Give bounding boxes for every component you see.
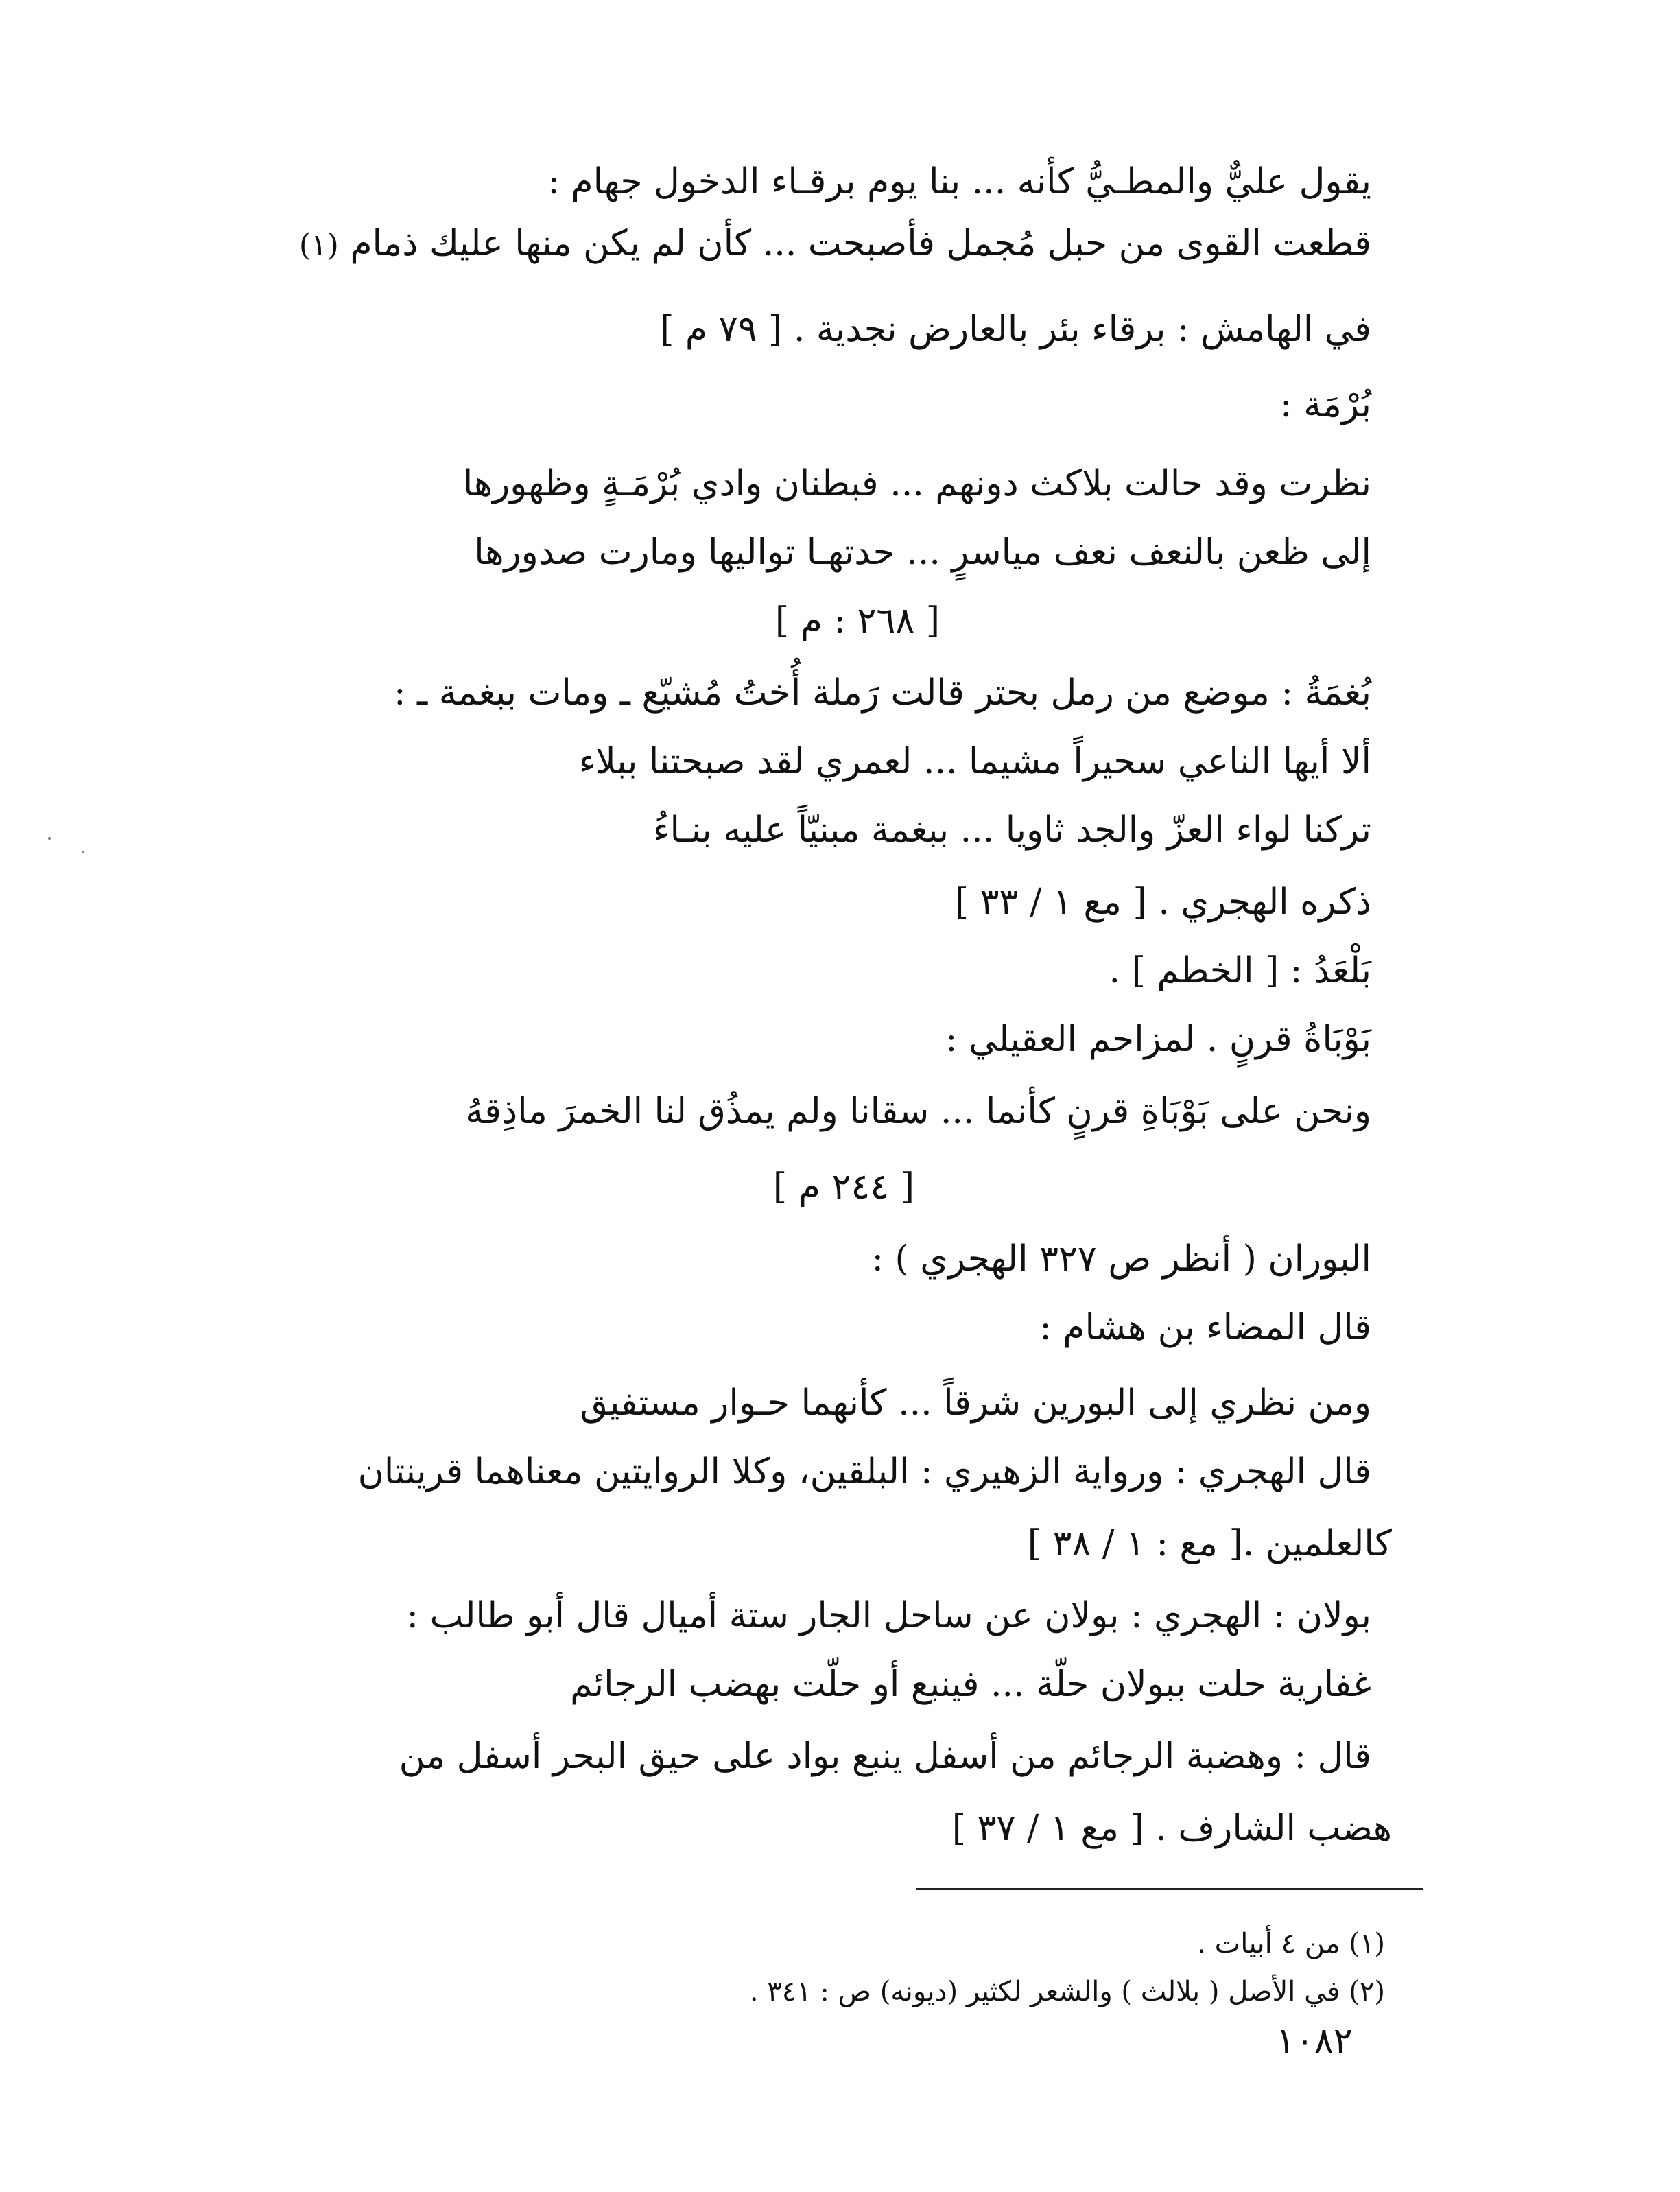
- line-text: بَوْبَاةُ قرنٍ . لمزاحم العقيلي :: [945, 1019, 1371, 1060]
- line-text: قال المضاء بن هشام :: [1039, 1307, 1371, 1348]
- line-text: البوران ( أنظر ص ٣٢٧ الهجري ) :: [871, 1238, 1371, 1280]
- line-text: بَلْعَدُ : [ الخطم ] .: [1109, 950, 1371, 991]
- page-number: ١٠٨٢: [1276, 2020, 1353, 2062]
- line-text: إلى ظعن بالنعف نعف مياسرٍ ... حدتهـا تواليها ومارت صدورها: [474, 532, 1371, 573]
- text-line-11: [955, 878, 1371, 926]
- text-line-5: [463, 460, 1371, 508]
- line-text: ذكره الهجري . [ مع ١ / ٣٣ ]: [954, 882, 1371, 923]
- entry-heading-burma: [1280, 381, 1371, 429]
- line-text: كالعلمين .[ مع : ١ / ٣٨ ]: [1027, 1523, 1392, 1564]
- text-line-20: [1028, 1520, 1392, 1568]
- line-text: غفارية حلت ببولان حلّة ... فينبع أو حلّت بهضب الرجائم: [570, 1664, 1371, 1705]
- text-line-17: [1039, 1304, 1371, 1352]
- line-text: قطعت القوى من حبل مُجمل فأصبحت ... كأن لم يكن منها عليك ذمام: [350, 223, 1371, 264]
- line-text: هضب الشارف . [ مع ١ / ٣٧ ]: [951, 1808, 1392, 1849]
- line-text: تركنا لواء العزّ والجد ثاويا ... ببغمة مبنيّاً عليه بنـاءُ: [653, 810, 1371, 851]
- line-text: ألا أيها الناعي سحيراً مشيما ... لعمري لقد صبحتنا ببلاء: [578, 741, 1371, 782]
- text-line-9: [579, 738, 1371, 786]
- line-text: قال : وهضبة الرجائم من أسفل ينبع بواد على حيق البحر أسفل من: [399, 1736, 1371, 1777]
- scan-speck: [82, 851, 84, 853]
- entry-heading-bawran: [871, 1235, 1371, 1283]
- scan-speck: [48, 837, 51, 840]
- footnote-2: [750, 1972, 1385, 2011]
- line-text: ومن نظري إلى البورين شرقاً ... كأنهما حـوار مستفيق: [580, 1382, 1371, 1424]
- footnote-divider: [916, 1888, 1423, 1890]
- line-text: بولان : الهجري : بولان عن ساحل الجار ستة أميال قال أبو طالب :: [406, 1595, 1371, 1636]
- text-line-18: [580, 1379, 1371, 1427]
- text-line-2: [299, 220, 1371, 270]
- entry-heading-bawlan: [406, 1592, 1371, 1640]
- text-line-14: [465, 1087, 1371, 1135]
- line-text: [ ٢٤٤ م ]: [772, 1166, 915, 1207]
- text-line-6: [474, 528, 1371, 576]
- line-text: [ ٢٦٨ : م ]: [774, 600, 940, 641]
- entry-heading-bughma: [394, 669, 1371, 717]
- line-text: ونحن على بَوْبَاةِ قرنٍ كأنما ... سقانا ولم يمذُق لنا الخمرَ ماذِقهُ: [465, 1091, 1371, 1132]
- line-text: نظرت وقد حالت بلاكث دونهم ... فبطنان وادي بُرْمَـةٍ وظهورها: [462, 463, 1371, 504]
- footnote-marker-1: (١): [298, 228, 339, 263]
- text-line-23: [399, 1732, 1371, 1780]
- reference-244: [741, 1163, 947, 1211]
- text-line-1: [547, 158, 1371, 206]
- text-line-3: [660, 305, 1371, 353]
- footnote-text: (٢) في الأصل ( بلالث ) والشعر لكثير (ديونه) ص : ٣٤١ .: [749, 1976, 1385, 2007]
- line-text: في الهامش : برقاء بئر بالعارض نجدية . [ ٧٩ م ]: [660, 309, 1371, 350]
- text-line-24: [952, 1804, 1392, 1852]
- text-line-10: [653, 806, 1371, 854]
- footnote-1: [1197, 1924, 1385, 1963]
- reference-268: [734, 597, 981, 645]
- line-text: بُرْمَة :: [1280, 384, 1371, 425]
- entry-heading-bawbat-qarn: [945, 1015, 1371, 1063]
- line-text: قال الهجري : ورواية الزهيري : البلقين، وكلا الروايتين معناهما قرينتان: [357, 1451, 1371, 1492]
- line-text: بُغمَةُ : موضع من رمل بحتر قالت رَملة أُختُ مُشيّع ـ ومات ببغمة ـ :: [393, 672, 1371, 714]
- entry-heading-balad: [1109, 947, 1371, 995]
- line-text: يقول عليٌّ والمطـيُّ كأنه ... بنا يوم برقـاء الدخول جهام :: [547, 161, 1371, 202]
- footnote-text: (١) من ٤ أبيات .: [1197, 1928, 1385, 1959]
- text-line-19: [358, 1448, 1371, 1496]
- text-line-22: [570, 1660, 1371, 1708]
